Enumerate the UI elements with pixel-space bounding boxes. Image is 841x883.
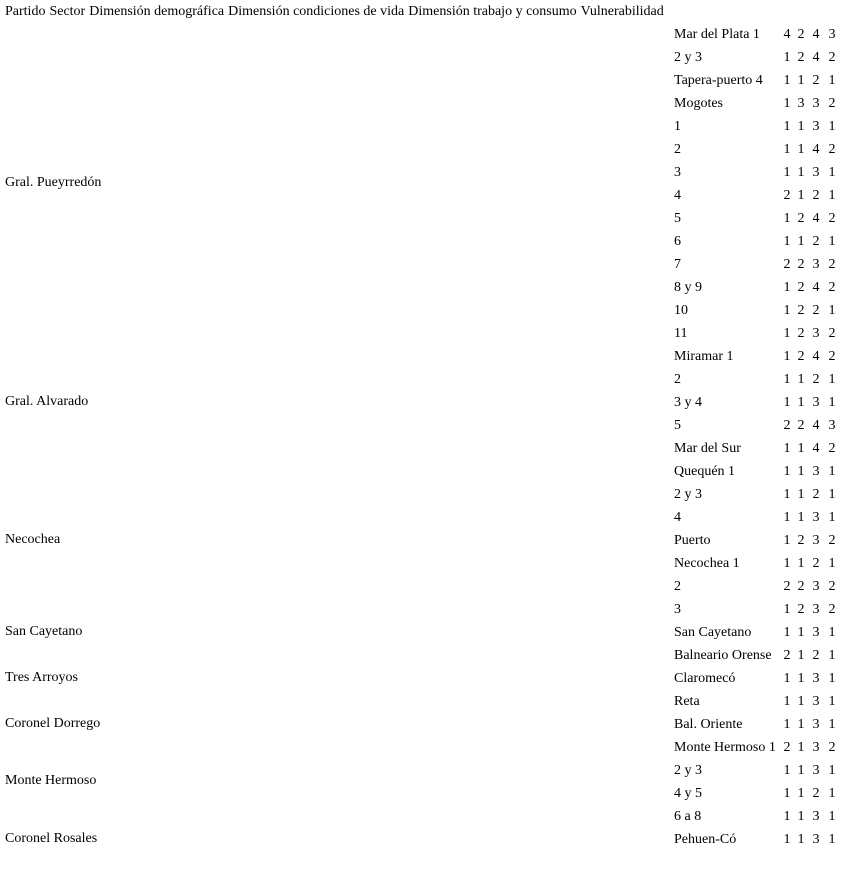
- value-cell: 1: [828, 763, 836, 778]
- table-row: [0, 345, 841, 368]
- value-cell: 1: [797, 625, 805, 640]
- table-row: [0, 92, 841, 115]
- value-cell: 1: [797, 119, 805, 134]
- table-row: [0, 782, 841, 805]
- value-cell: 3: [812, 326, 820, 341]
- sector-cell: 3 y 4: [674, 395, 702, 410]
- value-cell: 2: [812, 786, 820, 801]
- table-header: [5, 3, 668, 20]
- header-dim-demografica: Dimensión demográfica: [89, 4, 225, 19]
- table-row: [0, 322, 841, 345]
- value-cell: 1: [783, 809, 791, 824]
- table-row: [0, 299, 841, 322]
- value-cell: 2: [797, 27, 805, 42]
- sector-cell: Tapera-puerto 4: [674, 73, 763, 88]
- value-cell: 3: [812, 694, 820, 709]
- table-row: [0, 598, 841, 621]
- value-cell: 1: [797, 464, 805, 479]
- table-row: [0, 529, 841, 552]
- value-cell: 3: [812, 395, 820, 410]
- value-cell: 1: [797, 142, 805, 157]
- value-cell: 2: [797, 280, 805, 295]
- sector-cell: 4: [674, 510, 681, 525]
- value-cell: 1: [797, 694, 805, 709]
- value-cell: 1: [828, 73, 836, 88]
- value-cell: 2: [812, 303, 820, 318]
- sector-cell: 2: [674, 579, 681, 594]
- value-cell: 3: [812, 625, 820, 640]
- value-cell: 1: [828, 119, 836, 134]
- partido-label: San Cayetano: [5, 624, 83, 639]
- value-cell: 1: [783, 786, 791, 801]
- value-cell: 4: [812, 211, 820, 226]
- table-row: [0, 736, 841, 759]
- header-dim-trabajo: Dimensión trabajo y consumo: [408, 4, 577, 19]
- value-cell: 2: [797, 211, 805, 226]
- sector-cell: Bal. Oriente: [674, 717, 743, 732]
- sector-cell: Reta: [674, 694, 700, 709]
- value-cell: 2: [797, 303, 805, 318]
- value-cell: 1: [783, 142, 791, 157]
- value-cell: 1: [828, 464, 836, 479]
- table-row: [0, 483, 841, 506]
- table-row: [0, 23, 841, 46]
- partido-label: Necochea: [5, 532, 61, 547]
- value-cell: 3: [812, 464, 820, 479]
- value-cell: 2: [812, 648, 820, 663]
- sector-cell: 6: [674, 234, 681, 249]
- table-row: [0, 276, 841, 299]
- value-cell: 1: [783, 832, 791, 847]
- sector-cell: 7: [674, 257, 681, 272]
- value-cell: 1: [797, 441, 805, 456]
- table-row: [0, 713, 841, 736]
- value-cell: 3: [812, 165, 820, 180]
- value-cell: 1: [797, 73, 805, 88]
- sector-cell: Quequén 1: [674, 464, 736, 479]
- sector-cell: Mar del Sur: [674, 441, 741, 456]
- value-cell: 3: [812, 832, 820, 847]
- value-cell: 2: [828, 441, 836, 456]
- value-cell: 1: [797, 395, 805, 410]
- value-cell: 1: [828, 234, 836, 249]
- value-cell: 4: [812, 50, 820, 65]
- sector-cell: Puerto: [674, 533, 711, 548]
- table-row: [0, 667, 841, 690]
- value-cell: 1: [783, 50, 791, 65]
- table-row: [0, 828, 841, 851]
- value-cell: 1: [783, 73, 791, 88]
- value-cell: 2: [783, 188, 791, 203]
- sector-cell: 8 y 9: [674, 280, 702, 295]
- table-row: [0, 161, 841, 184]
- table-row: [0, 552, 841, 575]
- sector-cell: 1: [674, 119, 681, 134]
- value-cell: 2: [828, 602, 836, 617]
- value-cell: 3: [812, 96, 820, 111]
- value-cell: 1: [783, 602, 791, 617]
- sector-cell: Mar del Plata 1: [674, 27, 760, 42]
- value-cell: 4: [812, 142, 820, 157]
- value-cell: 1: [828, 165, 836, 180]
- value-cell: 1: [783, 326, 791, 341]
- value-cell: 2: [797, 533, 805, 548]
- sector-cell: Claromecó: [674, 671, 736, 686]
- value-cell: 2: [797, 50, 805, 65]
- table-row: [0, 138, 841, 161]
- value-cell: 1: [828, 786, 836, 801]
- table-row: [0, 460, 841, 483]
- partido-label: Gral. Pueyrredón: [5, 175, 102, 190]
- table-row: [0, 391, 841, 414]
- value-cell: 2: [783, 579, 791, 594]
- sector-cell: Pehuen-Có: [674, 832, 737, 847]
- sector-cell: 3: [674, 602, 681, 617]
- value-cell: 1: [783, 372, 791, 387]
- sector-cell: Mogotes: [674, 96, 723, 111]
- value-cell: 2: [828, 740, 836, 755]
- value-cell: 3: [812, 740, 820, 755]
- value-cell: 1: [783, 96, 791, 111]
- table-row: [0, 506, 841, 529]
- value-cell: 4: [783, 27, 791, 42]
- value-cell: 1: [797, 740, 805, 755]
- value-cell: 1: [783, 510, 791, 525]
- sector-cell: 5: [674, 418, 681, 433]
- value-cell: 1: [797, 832, 805, 847]
- value-cell: 1: [828, 510, 836, 525]
- value-cell: 2: [828, 257, 836, 272]
- value-cell: 2: [812, 556, 820, 571]
- value-cell: 2: [797, 602, 805, 617]
- sector-cell: Necochea 1: [674, 556, 740, 571]
- value-cell: 1: [783, 441, 791, 456]
- sector-cell: 2 y 3: [674, 487, 702, 502]
- value-cell: 1: [783, 625, 791, 640]
- sector-cell: 5: [674, 211, 681, 226]
- value-cell: 3: [812, 119, 820, 134]
- table-row: [0, 759, 841, 782]
- sector-cell: 4 y 5: [674, 786, 702, 801]
- value-cell: 1: [797, 717, 805, 732]
- value-cell: 1: [783, 694, 791, 709]
- value-cell: 1: [797, 556, 805, 571]
- value-cell: 2: [783, 740, 791, 755]
- value-cell: 1: [828, 832, 836, 847]
- value-cell: 2: [783, 257, 791, 272]
- value-cell: 1: [797, 648, 805, 663]
- value-cell: 1: [828, 648, 836, 663]
- value-cell: 2: [812, 487, 820, 502]
- value-cell: 1: [828, 671, 836, 686]
- value-cell: 1: [783, 487, 791, 502]
- value-cell: 2: [797, 579, 805, 594]
- table-row: [0, 368, 841, 391]
- value-cell: 2: [812, 188, 820, 203]
- value-cell: 1: [797, 510, 805, 525]
- value-cell: 3: [812, 602, 820, 617]
- value-cell: 4: [812, 349, 820, 364]
- sector-cell: 2 y 3: [674, 763, 702, 778]
- value-cell: 1: [828, 556, 836, 571]
- table-row: [0, 230, 841, 253]
- value-cell: 1: [797, 487, 805, 502]
- value-cell: 1: [797, 372, 805, 387]
- value-cell: 3: [812, 533, 820, 548]
- value-cell: 3: [812, 257, 820, 272]
- value-cell: 1: [797, 165, 805, 180]
- table-row: [0, 46, 841, 69]
- value-cell: 4: [812, 441, 820, 456]
- value-cell: 1: [783, 717, 791, 732]
- value-cell: 1: [797, 786, 805, 801]
- sector-cell: 11: [674, 326, 688, 341]
- value-cell: 1: [828, 188, 836, 203]
- sector-cell: 2: [674, 372, 681, 387]
- value-cell: 1: [783, 119, 791, 134]
- header-sector: Sector: [49, 4, 86, 19]
- value-cell: 1: [783, 464, 791, 479]
- value-cell: 1: [828, 809, 836, 824]
- value-cell: 1: [783, 763, 791, 778]
- partido-label: Coronel Rosales: [5, 831, 98, 846]
- value-cell: 1: [828, 303, 836, 318]
- value-cell: 4: [812, 27, 820, 42]
- value-cell: 4: [812, 418, 820, 433]
- value-cell: 3: [812, 671, 820, 686]
- value-cell: 2: [812, 372, 820, 387]
- value-cell: 1: [783, 533, 791, 548]
- header-dim-condiciones: Dimensión condiciones de vida: [228, 4, 405, 19]
- value-cell: 2: [797, 257, 805, 272]
- value-cell: 3: [812, 579, 820, 594]
- value-cell: 3: [812, 763, 820, 778]
- value-cell: 1: [783, 211, 791, 226]
- value-cell: 1: [828, 717, 836, 732]
- table-row: [0, 805, 841, 828]
- value-cell: 2: [828, 50, 836, 65]
- value-cell: 3: [828, 418, 836, 433]
- value-cell: 3: [812, 717, 820, 732]
- value-cell: 1: [828, 694, 836, 709]
- value-cell: 2: [812, 234, 820, 249]
- value-cell: 1: [783, 395, 791, 410]
- sector-cell: 10: [674, 303, 688, 318]
- value-cell: 2: [828, 579, 836, 594]
- partido-label: Gral. Alvarado: [5, 394, 89, 409]
- table-body: [0, 23, 841, 851]
- value-cell: 2: [812, 73, 820, 88]
- header-vulnerabilidad: Vulnerabilidad: [580, 4, 664, 19]
- sector-cell: 3: [674, 165, 681, 180]
- table-row: [0, 253, 841, 276]
- value-cell: 1: [783, 280, 791, 295]
- value-cell: 1: [797, 234, 805, 249]
- value-cell: 1: [797, 671, 805, 686]
- value-cell: 1: [828, 625, 836, 640]
- value-cell: 1: [828, 487, 836, 502]
- table-row: [0, 115, 841, 138]
- table-row: [0, 184, 841, 207]
- table-row: [0, 69, 841, 92]
- value-cell: 2: [797, 326, 805, 341]
- sector-cell: 4: [674, 188, 681, 203]
- partido-label: Tres Arroyos: [5, 670, 78, 685]
- value-cell: 1: [783, 556, 791, 571]
- value-cell: 1: [783, 234, 791, 249]
- table-row: [0, 575, 841, 598]
- value-cell: 2: [828, 326, 836, 341]
- header-partido: Partido: [5, 4, 46, 19]
- sector-cell: San Cayetano: [674, 625, 752, 640]
- value-cell: 3: [812, 510, 820, 525]
- value-cell: 2: [828, 533, 836, 548]
- sector-cell: Balneario Orense: [674, 648, 772, 663]
- value-cell: 1: [783, 165, 791, 180]
- value-cell: 3: [812, 809, 820, 824]
- table-row: [0, 207, 841, 230]
- value-cell: 3: [828, 27, 836, 42]
- value-cell: 2: [783, 648, 791, 663]
- table-row: [0, 644, 841, 667]
- table-row: [0, 437, 841, 460]
- value-cell: 1: [783, 349, 791, 364]
- partido-label: Coronel Dorrego: [5, 716, 101, 731]
- value-cell: 2: [797, 418, 805, 433]
- value-cell: 2: [797, 349, 805, 364]
- value-cell: 1: [783, 671, 791, 686]
- sector-cell: 2 y 3: [674, 50, 702, 65]
- value-cell: 2: [828, 142, 836, 157]
- table-row: [0, 690, 841, 713]
- value-cell: 1: [828, 395, 836, 410]
- value-cell: 2: [828, 96, 836, 111]
- table-row: [0, 621, 841, 644]
- sector-cell: 6 a 8: [674, 809, 702, 824]
- value-cell: 4: [812, 280, 820, 295]
- value-cell: 2: [828, 349, 836, 364]
- value-cell: 1: [783, 303, 791, 318]
- sector-cell: Monte Hermoso 1: [674, 740, 776, 755]
- value-cell: 3: [797, 96, 805, 111]
- value-cell: 2: [783, 418, 791, 433]
- value-cell: 1: [797, 188, 805, 203]
- sector-cell: Miramar 1: [674, 349, 734, 364]
- partido-label: Monte Hermoso: [5, 773, 97, 788]
- sector-cell: 2: [674, 142, 681, 157]
- table-row: [0, 414, 841, 437]
- value-cell: 2: [828, 280, 836, 295]
- value-cell: 2: [828, 211, 836, 226]
- value-cell: 1: [797, 763, 805, 778]
- value-cell: 1: [797, 809, 805, 824]
- value-cell: 1: [828, 372, 836, 387]
